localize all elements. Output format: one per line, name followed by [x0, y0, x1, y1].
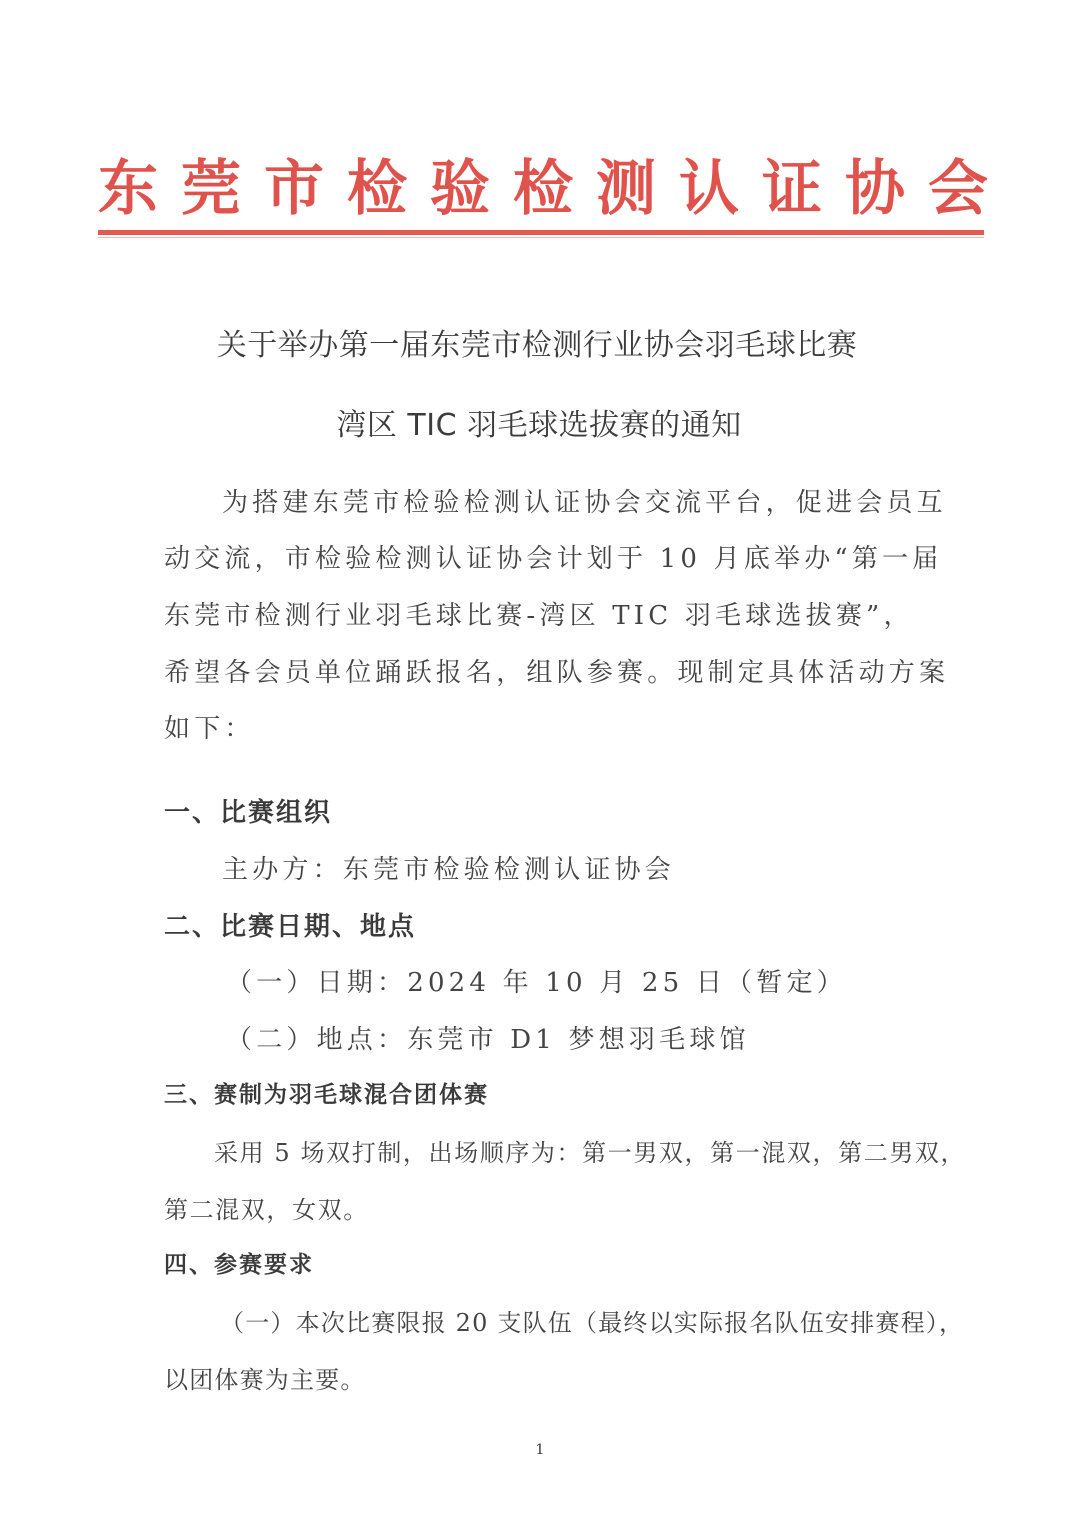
intro-line: 为搭建东莞市检验检测认证协会交流平台，促进会员互 — [222, 488, 947, 518]
section-heading-date-venue: 二、比赛日期、地点 — [164, 912, 417, 942]
document-title-line2: 湾区 TIC 羽毛球选拔赛的通知 — [336, 408, 742, 443]
letterhead-char: 会 — [928, 154, 988, 224]
event-date: （一）日期：2024 年 10 月 25 日（暂定） — [226, 968, 847, 998]
letterhead-char: 莞 — [181, 154, 241, 224]
intro-line: 动交流，市检验检测认证协会计划于 10 月底举办“第一届 — [164, 544, 943, 574]
requirements-line: 以团体赛为主要。 — [164, 1366, 366, 1394]
letterhead-divider-thin — [98, 237, 984, 238]
letterhead-char: 认 — [679, 154, 739, 224]
intro-line: 东莞市检测行业羽毛球比赛-湾区 TIC 羽毛球选拔赛”， — [164, 601, 914, 631]
letterhead-char: 东 — [98, 154, 158, 224]
letterhead-char: 市 — [264, 154, 324, 224]
letterhead-char: 检 — [513, 154, 573, 224]
format-line: 第二混双，女双。 — [164, 1196, 369, 1224]
organizer-text: 主办方：东莞市检验检测认证协会 — [222, 855, 676, 885]
letterhead-char: 验 — [430, 154, 490, 224]
document-title-line1: 关于举办第一届东莞市检测行业协会羽毛球比赛 — [216, 328, 858, 363]
requirements-line: （一）本次比赛限报 20 支队伍（最终以实际报名队伍安排赛程）， — [220, 1309, 965, 1337]
letterhead-divider — [98, 230, 984, 235]
letterhead-char: 测 — [596, 154, 656, 224]
intro-line: 如下： — [164, 714, 255, 744]
event-venue: （二）地点：东莞市 D1 梦想羽毛球馆 — [226, 1025, 750, 1055]
intro-line: 希望各会员单位踊跃报名，组队参赛。现制定具体活动方案 — [164, 658, 950, 688]
page-number: 1 — [535, 1442, 545, 1458]
letterhead-char: 证 — [762, 154, 822, 224]
letterhead-char: 检 — [347, 154, 407, 224]
format-line: 采用 5 场双打制，出场顺序为：第一男双，第一混双，第二男双， — [214, 1139, 967, 1167]
letterhead-org-name — [98, 148, 988, 224]
section-heading-organization: 一、比赛组织 — [164, 798, 333, 828]
section-heading-requirements: 四、参赛要求 — [164, 1252, 314, 1278]
section-heading-format: 三、赛制为羽毛球混合团体赛 — [164, 1082, 489, 1108]
letterhead-char: 协 — [845, 154, 905, 224]
